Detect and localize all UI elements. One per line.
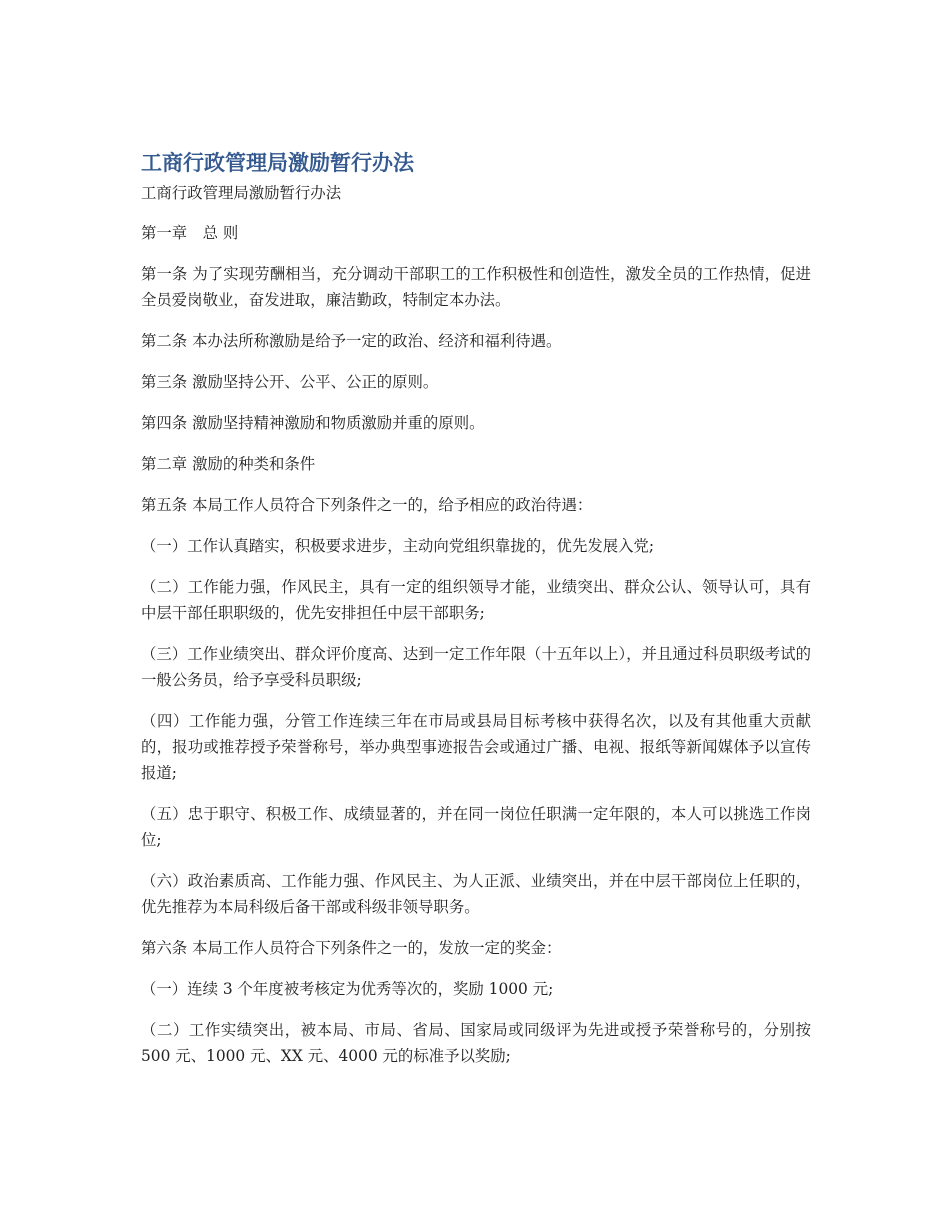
article-paragraph: 第一条 为了实现劳酬相当，充分调动干部职工的工作积极性和创造性，激发全员的工作热情，促进全员爱岗敬业，奋发进取，廉洁勤政，特制定本办法。 — [141, 265, 811, 309]
article-paragraph: 第三条 激励坚持公开、公平、公正的原则。 — [141, 373, 439, 391]
list-item: （五）忠于职守、积极工作、成绩显著的，并在同一岗位任职满一定年限的，本人可以挑选工作岗位; — [141, 805, 811, 849]
article-paragraph: 第六条 本局工作人员符合下列条件之一的，发放一定的奖金： — [141, 939, 562, 957]
document-title: 工商行政管理局激励暂行办法 — [141, 151, 414, 175]
list-item: （一）连续 3 个年度被考核定为优秀等次的，奖励 1000 元; — [141, 980, 554, 998]
document-subtitle: 工商行政管理局激励暂行办法 — [141, 184, 342, 202]
list-item: （三）工作业绩突出、群众评价度高、达到一定工作年限（十五年以上），并且通过科员职级考试的一般公务员，给予享受科员职级; — [141, 645, 811, 689]
chapter-heading: 第二章 激励的种类和条件 — [141, 455, 316, 473]
chapter-heading: 第一章 总 则 — [141, 224, 239, 242]
list-item: （六）政治素质高、工作能力强、作风民主、为人正派、业绩突出，并在中层干部岗位上任职的，优先推荐为本局科级后备干部或科级非领导职务。 — [141, 872, 811, 916]
list-item: （四）工作能力强，分管工作连续三年在市局或县局目标考核中获得名次，以及有其他重大贡献的，报功或推荐授予荣誉称号，举办典型事迹报告会或通过广播、电视、报纸等新闻媒体予以宣传报道; — [141, 712, 811, 782]
article-paragraph: 第二条 本办法所称激励是给予一定的政治、经济和福利待遇。 — [141, 332, 562, 350]
article-paragraph: 第四条 激励坚持精神激励和物质激励并重的原则。 — [141, 414, 485, 432]
article-paragraph: 第五条 本局工作人员符合下列条件之一的，给予相应的政治待遇： — [141, 496, 593, 514]
list-item: （一）工作认真踏实，积极要求进步，主动向党组织靠拢的，优先发展入党; — [141, 537, 655, 555]
document-page — [141, 148, 811, 1084]
list-item: （二）工作能力强，作风民主，具有一定的组织领导才能，业绩突出、群众公认、领导认可，具有中层干部任职职级的，优先安排担任中层干部职务; — [141, 578, 811, 622]
list-item: （二）工作实绩突出，被本局、市局、省局、国家局或同级评为先进或授予荣誉称号的，分别按 500 元、1000 元、XX 元、4000 元的标准予以奖励; — [141, 1021, 811, 1065]
